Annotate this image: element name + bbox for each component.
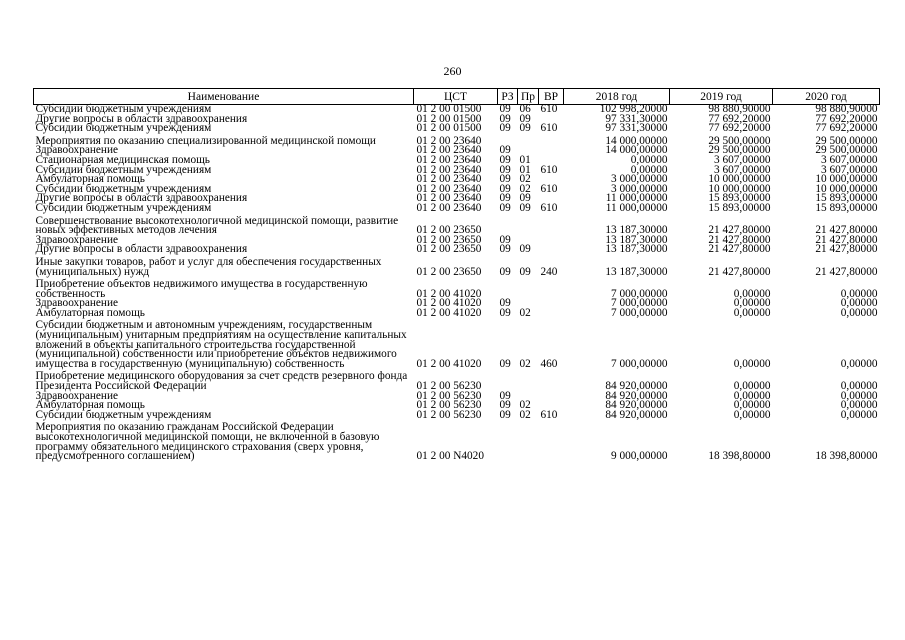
- row-name: Здравоохранение: [35, 389, 119, 402]
- row-2018: 7 000,00000: [611, 297, 668, 310]
- row-cst: 01 2 00 56230: [416, 399, 482, 412]
- row-name: Другие вопросы в области здравоохранения: [35, 243, 248, 256]
- row-rz: 09: [499, 408, 511, 421]
- row-2020: 15 893,00000: [815, 192, 878, 205]
- row-vr: [539, 299, 564, 309]
- row-name: Другие вопросы в области здравоохранения: [35, 192, 248, 205]
- row-name: Субсидии бюджетным учреждениям: [35, 182, 212, 195]
- row-rz: 09: [499, 233, 511, 246]
- row-2018: 84 920,00000: [605, 380, 668, 393]
- row-pr: 02: [519, 173, 531, 186]
- row-2018: 11 000,00000: [605, 201, 668, 214]
- row-2019: 21 427,80000: [708, 265, 771, 278]
- row-2018: 13 187,30000: [605, 243, 668, 256]
- row-name: Субсидии бюджетным учреждениям: [35, 201, 212, 214]
- row-2019: 0,00000: [733, 287, 771, 300]
- row-2020: 98 880,90000: [815, 103, 878, 115]
- row-2020: 0,00000: [840, 408, 878, 421]
- row-2020: 3 607,00000: [821, 153, 878, 166]
- header-vr: ВР: [539, 89, 564, 105]
- row-rz: 09: [499, 122, 511, 135]
- row-vr: 610: [540, 408, 558, 421]
- row-2020: 10 000,00000: [815, 173, 878, 186]
- row-2018: 13 187,30000: [605, 233, 668, 246]
- row-rz: 09: [499, 201, 511, 214]
- row-rz: 09: [499, 182, 511, 195]
- row-2018: 7 000,00000: [611, 287, 668, 300]
- row-name: Совершенствование высокотехнологичной медицинской помощи, развитие новых эффективных методов лечения: [35, 214, 399, 237]
- row-2018: 84 920,00000: [605, 399, 668, 412]
- row-cst: 01 2 00 23640: [416, 192, 482, 205]
- row-name: Субсидии бюджетным учреждениям: [35, 408, 212, 421]
- header-2019: 2019 год: [670, 89, 773, 105]
- row-vr: [539, 214, 564, 236]
- row-cst: 01 2 00 23640: [416, 163, 482, 176]
- row-2020: 0,00000: [840, 306, 878, 319]
- row-2018: 97 331,30000: [605, 122, 668, 135]
- row-rz: 09: [499, 297, 511, 310]
- row-2019: 0,00000: [733, 399, 771, 412]
- row-2019: 18 398,80000: [708, 450, 771, 463]
- row-pr: 01: [519, 153, 531, 166]
- row-rz: 09: [499, 144, 511, 157]
- row-vr: [539, 236, 564, 246]
- row-pr: 09: [519, 243, 531, 256]
- row-2020: 21 427,80000: [815, 243, 878, 256]
- row-vr: [539, 277, 564, 299]
- row-cst: 01 2 00 23650: [416, 224, 482, 237]
- row-vr: [539, 146, 564, 156]
- row-rz: [498, 369, 518, 391]
- row-rz: 09: [499, 103, 511, 115]
- table-row: [34, 255, 880, 277]
- row-pr: [518, 134, 539, 147]
- row-2019: 21 427,80000: [708, 224, 771, 237]
- row-pr: 09: [519, 122, 531, 135]
- row-rz: 09: [499, 192, 511, 205]
- row-name: Амбулаторная помощь: [35, 173, 145, 186]
- table-row: [34, 411, 880, 421]
- row-2019: 3 607,00000: [714, 153, 771, 166]
- row-pr: 09: [519, 201, 531, 214]
- page-number: 260: [443, 64, 462, 78]
- row-2019: 77 692,20000: [708, 112, 771, 125]
- row-2018: 13 187,30000: [605, 265, 668, 278]
- row-2020: 0,00000: [840, 380, 878, 393]
- row-cst: 01 2 00 41020: [416, 357, 482, 370]
- row-pr: 02: [519, 408, 531, 421]
- header-2018: 2018 год: [564, 89, 670, 105]
- row-cst: 01 2 00 23650: [416, 233, 482, 246]
- row-vr: 610: [540, 103, 558, 115]
- row-pr: [518, 277, 539, 299]
- row-cst: 01 2 00 01500: [416, 103, 482, 115]
- table-row: [34, 420, 880, 461]
- row-2020: 29 500,00000: [815, 134, 878, 147]
- row-rz: 09: [499, 243, 511, 256]
- row-rz: 09: [499, 173, 511, 186]
- row-2018: 7 000,00000: [611, 357, 668, 370]
- row-2020: 10 000,00000: [815, 182, 878, 195]
- row-2019: 10 000,00000: [708, 173, 771, 186]
- row-name: Здравоохранение: [35, 233, 119, 246]
- row-rz: 09: [499, 306, 511, 319]
- table-row: [34, 369, 880, 391]
- table-row: [34, 124, 880, 134]
- row-pr: 02: [519, 182, 531, 195]
- row-name: Субсидии бюджетным учреждениям: [35, 163, 212, 176]
- row-pr: 06: [519, 103, 531, 115]
- budget-table: [33, 88, 880, 462]
- row-cst: 01 2 00 23650: [416, 265, 482, 278]
- row-rz: 09: [499, 265, 511, 278]
- row-vr: [539, 420, 564, 461]
- row-name: Здравоохранение: [35, 144, 119, 157]
- row-pr: 02: [519, 306, 531, 319]
- row-2020: 0,00000: [840, 297, 878, 310]
- row-2020: 0,00000: [840, 357, 878, 370]
- row-vr: 610: [540, 163, 558, 176]
- row-cst: 01 2 00 N4020: [416, 450, 484, 463]
- row-2018: 0,00000: [630, 163, 668, 176]
- row-2018: 7 000,00000: [611, 306, 668, 319]
- row-vr: [539, 245, 564, 255]
- row-2019: 29 500,00000: [708, 134, 771, 147]
- row-2018: 11 000,00000: [605, 192, 668, 205]
- row-vr: 610: [540, 182, 558, 195]
- row-2019: 10 000,00000: [708, 182, 771, 195]
- row-2019: 98 880,90000: [708, 103, 771, 115]
- row-2020: 77 692,20000: [815, 112, 878, 125]
- row-rz: 09: [499, 399, 511, 412]
- row-2020: 0,00000: [840, 399, 878, 412]
- row-2020: 0,00000: [840, 287, 878, 300]
- row-2019: 77 692,20000: [708, 122, 771, 135]
- row-2018: 9 000,00000: [611, 450, 668, 463]
- table-row: [34, 277, 880, 299]
- row-vr: [539, 369, 564, 391]
- row-name: Другие вопросы в области здравоохранения: [35, 112, 248, 125]
- row-name: Субсидии бюджетным учреждениям: [35, 103, 212, 115]
- header-rz: РЗ: [498, 89, 518, 105]
- row-2018: 14 000,00000: [605, 134, 668, 147]
- row-2019: 21 427,80000: [708, 233, 771, 246]
- row-2018: 0,00000: [630, 153, 668, 166]
- table-row: [34, 318, 880, 369]
- row-2019: 0,00000: [733, 380, 771, 393]
- row-2020: 77 692,20000: [815, 122, 878, 135]
- header-cst: ЦСТ: [414, 89, 498, 105]
- row-2019: 0,00000: [733, 408, 771, 421]
- table-row: [34, 309, 880, 319]
- row-2020: 15 893,00000: [815, 201, 878, 214]
- row-pr: 02: [519, 399, 531, 412]
- row-name: Стационарная медицинская помощь: [35, 153, 210, 166]
- row-2018: 13 187,30000: [605, 224, 668, 237]
- row-2019: 3 607,00000: [714, 163, 771, 176]
- row-vr: 460: [540, 357, 558, 370]
- row-cst: 01 2 00 56230: [416, 408, 482, 421]
- row-2018: 3 000,00000: [611, 182, 668, 195]
- row-2019: 0,00000: [733, 306, 771, 319]
- row-2019: 0,00000: [733, 297, 771, 310]
- row-pr: 01: [519, 163, 531, 176]
- row-2018: 97 331,30000: [605, 112, 668, 125]
- row-2020: 0,00000: [840, 389, 878, 402]
- row-rz: 09: [499, 357, 511, 370]
- row-cst: 01 2 00 41020: [416, 297, 482, 310]
- row-2018: 14 000,00000: [605, 144, 668, 157]
- row-name: Мероприятия по оказанию гражданам Российской Федерации высокотехнологичной медицинской помощи, не включенной в базовую программу обязательного медицинского страхования (сверх уровня, предусмотренного соглашением): [35, 421, 380, 463]
- row-cst: 01 2 00 41020: [416, 306, 482, 319]
- row-cst: 01 2 00 56230: [416, 389, 482, 402]
- row-name: Мероприятия по оказанию специализированной медицинской помощи: [35, 134, 376, 147]
- row-cst: 01 2 00 01500: [416, 112, 482, 125]
- row-name: Амбулаторная помощь: [35, 399, 145, 412]
- row-2018: 84 920,00000: [605, 389, 668, 402]
- row-2019: 0,00000: [733, 357, 771, 370]
- row-name: Здравоохранение: [35, 297, 119, 310]
- row-2020: 21 427,80000: [815, 233, 878, 246]
- row-cst: 01 2 00 01500: [416, 122, 482, 135]
- row-cst: 01 2 00 23640: [416, 134, 482, 147]
- row-cst: 01 2 00 41020: [416, 287, 482, 300]
- row-rz: 09: [499, 112, 511, 125]
- row-2019: 21 427,80000: [708, 243, 771, 256]
- row-pr: [518, 420, 539, 461]
- row-cst: 01 2 00 23650: [416, 243, 482, 256]
- row-2018: 102 998,20000: [599, 103, 668, 115]
- row-vr: [539, 392, 564, 402]
- row-pr: 09: [519, 265, 531, 278]
- row-name: Субсидии бюджетным и автономным учреждениям, государственным (муниципальным) унитарным предприятиям на осуществление капитальных вложений в объекты капитального строительства государственной (муниципальной) собственности или приобретение объектов недвижимого имущества в государственную (муниципальную) собственность: [35, 319, 407, 370]
- row-vr: 240: [540, 265, 558, 278]
- row-cst: 01 2 00 23640: [416, 201, 482, 214]
- header-2020: 2020 год: [773, 89, 880, 105]
- row-cst: 01 2 00 56230: [416, 380, 482, 393]
- row-2019: 15 893,00000: [708, 192, 771, 205]
- row-vr: 610: [540, 201, 558, 214]
- row-cst: 01 2 00 23640: [416, 173, 482, 186]
- row-2020: 29 500,00000: [815, 144, 878, 157]
- row-rz: 09: [499, 163, 511, 176]
- row-2020: 18 398,80000: [815, 450, 878, 463]
- row-rz: [498, 420, 518, 461]
- row-name: Приобретение объектов недвижимого имущества в государственную собственность: [35, 278, 368, 300]
- row-name: Амбулаторная помощь: [35, 306, 145, 319]
- row-pr: 02: [519, 357, 531, 370]
- row-2019: 15 893,00000: [708, 201, 771, 214]
- row-2020: 21 427,80000: [815, 224, 878, 237]
- table-body: [34, 105, 880, 462]
- row-2018: 84 920,00000: [605, 408, 668, 421]
- row-name: Приобретение медицинского оборудования за счет средств резервного фонда Президента Российской Федерации: [35, 370, 408, 393]
- table-row: [34, 214, 880, 236]
- table-row: [34, 245, 880, 255]
- row-name: Субсидии бюджетным учреждениям: [35, 122, 212, 135]
- row-2019: 29 500,00000: [708, 144, 771, 157]
- row-cst: 01 2 00 23640: [416, 153, 482, 166]
- row-rz: [498, 277, 518, 299]
- row-cst: 01 2 00 23640: [416, 144, 482, 157]
- row-rz: 09: [499, 389, 511, 402]
- row-2019: 0,00000: [733, 389, 771, 402]
- row-pr: [518, 369, 539, 391]
- table-row: [34, 204, 880, 214]
- row-pr: [518, 214, 539, 236]
- row-2020: 3 607,00000: [821, 163, 878, 176]
- row-2018: 3 000,00000: [611, 173, 668, 186]
- row-2020: 21 427,80000: [815, 265, 878, 278]
- row-rz: 09: [499, 153, 511, 166]
- header-name: Наименование: [34, 89, 414, 105]
- row-pr: 09: [519, 192, 531, 205]
- header-pr: Пр: [518, 89, 539, 105]
- row-pr: 09: [519, 112, 531, 125]
- row-rz: [498, 214, 518, 236]
- row-vr: [539, 134, 564, 147]
- row-name: Иные закупки товаров, работ и услуг для обеспечения государственных (муниципальных) нужд: [35, 255, 382, 278]
- row-vr: 610: [540, 122, 558, 135]
- row-vr: [539, 309, 564, 319]
- row-cst: 01 2 00 23640: [416, 182, 482, 195]
